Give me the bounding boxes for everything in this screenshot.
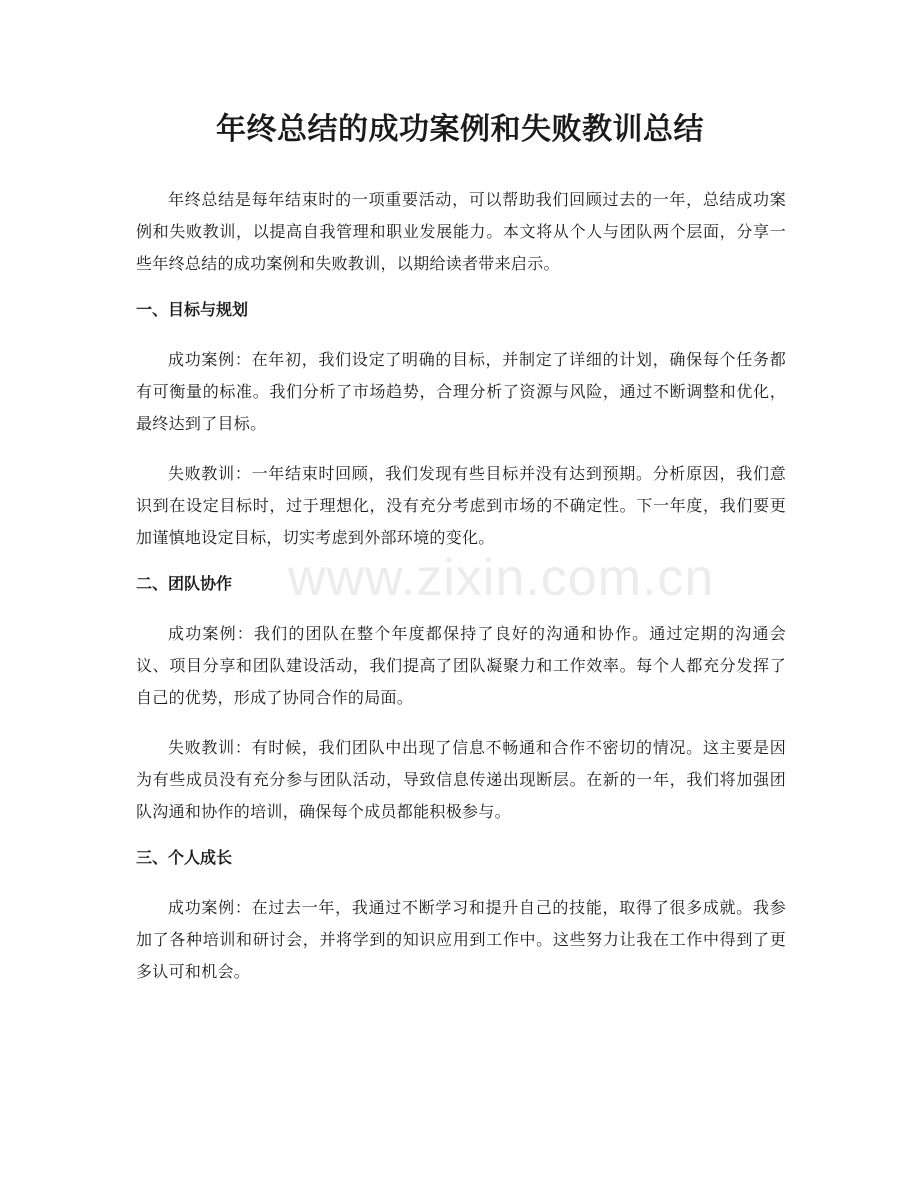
section-paragraph: 成功案例：在年初，我们设定了明确的目标，并制定了详细的计划，确保每个任务都有可衡量的标准。我们分析了市场趋势，合理分析了资源与风险，通过不断调整和优化，最终达到了目标。 [136, 350, 786, 433]
intro-paragraph: 年终总结是每年结束时的一项重要活动，可以帮助我们回顾过去的一年，总结成功案例和失败教训，以提高自我管理和职业发展能力。本文将从个人与团队两个层面，分享一些年终总结的成功案例和失败教训，以期给读者带来启示。 [136, 190, 786, 273]
section-heading: 二、团队协作 [136, 574, 233, 593]
document-body [136, 184, 786, 1006]
watermark: www.zixin.com.cn [288, 549, 715, 607]
section-heading: 一、目标与规划 [136, 300, 249, 319]
section-paragraph: 失败教训：有时候，我们团队中出现了信息不畅通和合作不密切的情况。这主要是因为有些成员没有充分参与团队活动，导致信息传递出现断层。在新的一年，我们将加强团队沟通和协作的培训，确保每个成员都能积极参与。 [136, 738, 786, 821]
section-paragraph: 失败教训：一年结束时回顾，我们发现有些目标并没有达到预期。分析原因，我们意识到在设定目标时，过于理想化，没有充分考虑到市场的不确定性。下一年度，我们要更加谨慎地设定目标，切实考虑到外部环境的变化。 [136, 464, 786, 547]
section-heading: 三、个人成长 [136, 848, 233, 867]
section-paragraph: 成功案例：在过去一年，我通过不断学习和提升自己的技能，取得了很多成就。我参加了各种培训和研讨会，并将学到的知识应用到工作中。这些努力让我在工作中得到了更多认可和机会。 [136, 898, 786, 981]
section-paragraph: 成功案例：我们的团队在整个年度都保持了良好的沟通和协作。通过定期的沟通会议、项目分享和团队建设活动，我们提高了团队凝聚力和工作效率。每个人都充分发挥了自己的优势，形成了协同合作的局面。 [136, 624, 786, 707]
document-title: 年终总结的成功案例和失败教训总结 [216, 112, 704, 147]
